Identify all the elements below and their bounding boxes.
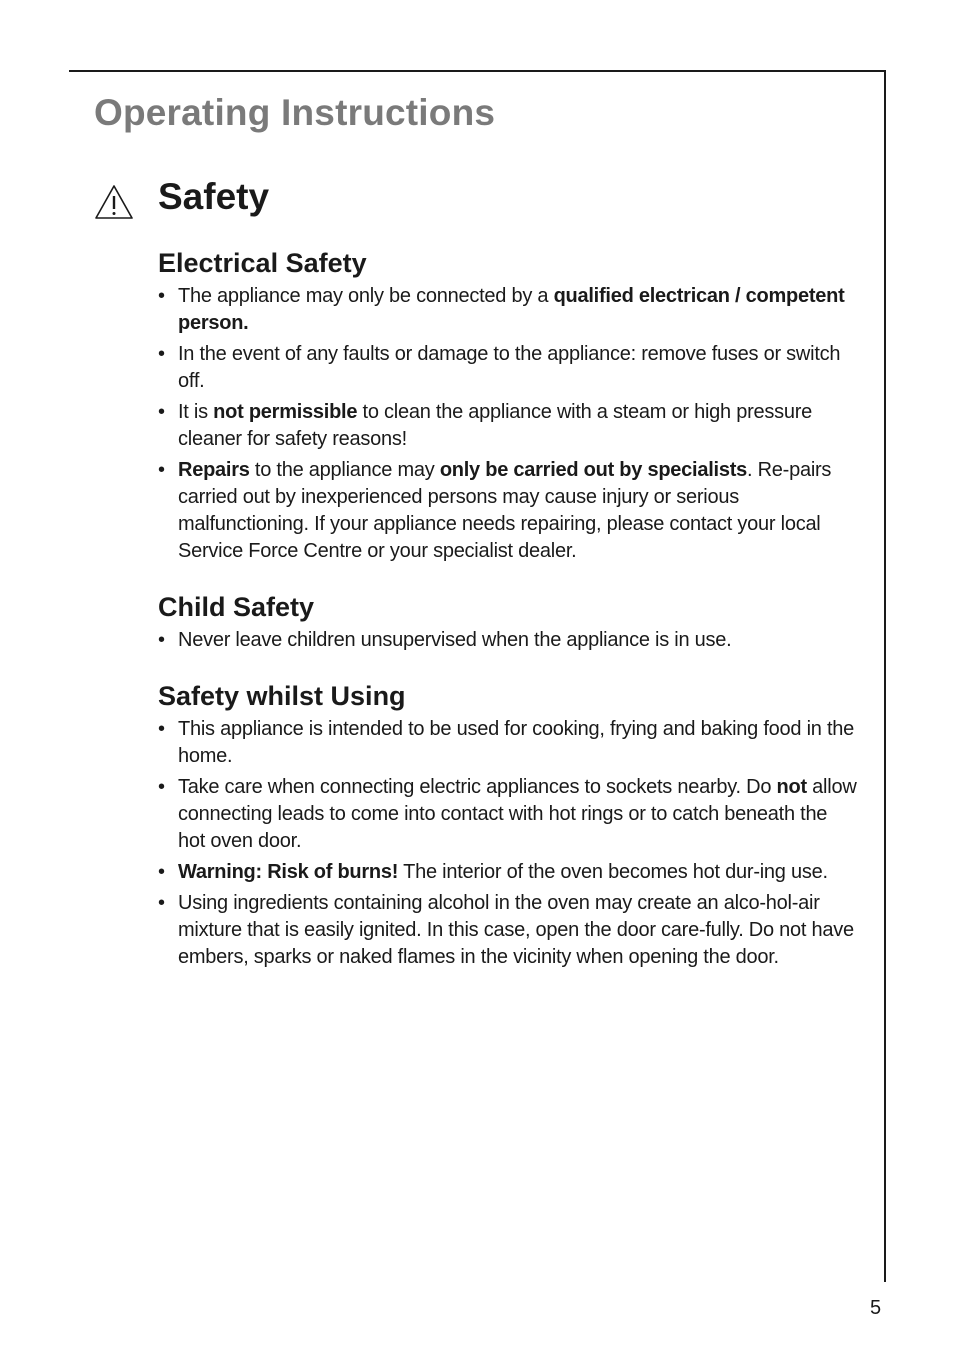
child-safety-section (158, 587, 858, 654)
bullet-item: • Never leave children unsupervised when the appliance is in use. (158, 627, 858, 654)
section-title: Operating Instructions (94, 92, 496, 133)
safety-whilst-using-heading: Safety whilst Using (158, 681, 406, 711)
bullet-item: • Warning: Risk of burns! The interior of the oven becomes hot dur-ing use. (158, 859, 858, 886)
bullet-item: • Using ingredients containing alcohol in the oven may create an alco-hol-air mixture that is easily ignited. In this case, open the door care-fully. Do not have embers, sparks or naked flames in the vicinity when opening the door. (158, 890, 858, 971)
right-margin-rule (884, 70, 886, 1282)
warning-triangle-icon (94, 184, 134, 220)
safety-whilst-using-section (158, 676, 858, 971)
bullet-item: • The appliance may only be connected by a qualified electrican / competent person. (158, 283, 858, 337)
child-safety-heading: Child Safety (158, 592, 315, 622)
bullet-item: • This appliance is intended to be used for cooking, frying and baking food in the home. (158, 716, 858, 770)
electrical-safety-heading: Electrical Safety (158, 248, 367, 278)
bullet-item: • Repairs to the appliance may only be carried out by specialists. Re-pairs carried out by inexperienced persons may cause injury or serious malfunctioning. If your appliance needs repairing, please contact your local Service Force Centre or your specialist dealer. (158, 457, 858, 565)
electrical-safety-list (158, 283, 858, 565)
child-safety-list (158, 627, 858, 654)
safety-content (158, 243, 858, 975)
electrical-safety-section (158, 243, 858, 565)
bullet-item: • It is not permissible to clean the appliance with a steam or high pressure cleaner for safety reasons! (158, 399, 858, 453)
page-heading: Safety (158, 176, 270, 217)
page-number: 5 (870, 1297, 882, 1319)
bullet-item: • Take care when connecting electric appliances to sockets nearby. Do not allow connecting leads to come into contact with hot rings or to catch beneath the hot oven door. (158, 774, 858, 855)
top-rule (69, 70, 886, 72)
safety-whilst-using-list (158, 716, 858, 971)
bullet-item: • In the event of any faults or damage to the appliance: remove fuses or switch off. (158, 341, 858, 395)
